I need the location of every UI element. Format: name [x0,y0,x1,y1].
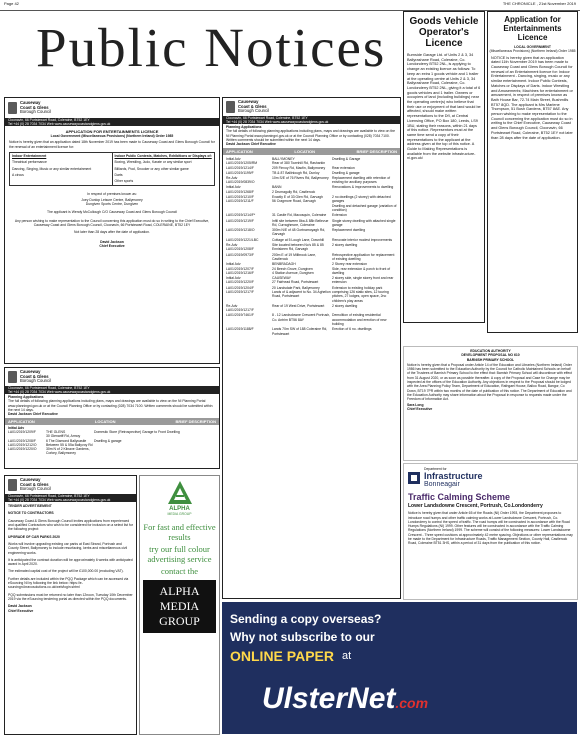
goods-title: Goods Vehicle Operator's Licence [409,16,479,49]
council-name-2d: Coast & Glens [238,103,267,109]
sports-item-4: Other sports [114,179,134,184]
objection-text: Any person wishing to make representation to the Council concerning this application must do so in writing to the Chief Executive, Causeway Coast and Glens Borough Council, Cloonavin, 66 Portstewart Road, COLERAINE, BT52 1EY [14,218,210,228]
row-loc: BANN 2 Drumagully Rd, Castlerock [272,185,316,194]
col-location: LOCATION [294,148,315,154]
alpha-brand: ALPHA [169,506,190,512]
row-desc: Dwelling & garage [94,438,122,443]
edu-body: Notice is hereby given that a Proposal under Article 14 of the Education and Libraries (Northern Ireland) Order 1986 has been submitted to the Education Authority by the Council for Catholic Maintained Schools on behalf of the Trustees of Barnish Primary School to the effect that: Barnish Primary School will discontinue with effect from 31 August 2020, or as soon as possible thereafter. A copy of the Proposal and Case for Change may be inspected at the offices of the Education Authority. Any objections in respect to the Proposal should be lodged with the Area Planning Policy Team, Department of Education, Rathgael House, Balloo Road, Bangor, Co Down, BT19 7PR within two months of the date of publication of this notice. The Department of Education and the Education Authority may share information about the Proposal in response to requests made under the Freedom of Information Act. [407,362,572,402]
table-row [226,238,397,242]
applicant: The applicant is Wendy McCullough C/O Causeway Coast and Glens Borough Council [47,210,177,215]
row-loc: Site located between No's 85 & 85 Enniskeen Rd, Garvagh [272,243,324,252]
alpha-box-3: GROUP [159,614,200,628]
dfi-logo [404,464,577,492]
alpha-black-box [143,580,216,633]
row-desc: 2 storey dwelling [332,303,358,308]
planning-small-cols [5,418,219,425]
premises-2: Dungiven Sports Centre, Dungiven [85,202,139,207]
row-app: Initial Adv LA01/2019/1205/RM [226,156,258,165]
ent-r-sub1: LOCAL GOVERNMENT [514,45,551,49]
table-row [226,253,397,262]
ulsternet-brand: UlsterNet [262,682,396,715]
row-app: Initial Adv LA01/2019/1207/F LA01/2019/1216/F [226,262,254,275]
table-row [226,262,397,275]
row-desc: 2 no dwellings (2 storey) with detached garages Dwelling and detached garage (variation of condition) [332,195,397,212]
ent-intro: Notice is hereby given that an application dated 18th November 2019 has been made to Causeway Coast and Glens Borough Council for the renewal of an entertainment licence for: [9,140,215,149]
ent-r-title: Application for Entertainments Licence [503,15,562,42]
row-desc: Erection of 6 no. dwellings [332,327,372,332]
sports-item-1: Boxing, Wrestling, Judo, Karate or any similar sport [114,160,192,165]
ulsternet-logo [262,682,428,716]
page-title: Public Notices [36,17,387,78]
planning-small-body: The full details of following planning applications including plans, maps and drawings are available to view on the NI Planning Portal www.planningni.gov.uk or at the Council Planning Office or by contacting (028) 7034 7100. Written comments should be submitted within the next 14 days. [8,399,213,413]
table-row [226,304,397,313]
sports-item-3: Darts [114,172,123,177]
planning-small-heading: Planning Applications [8,395,44,400]
row-desc: Demolition of existing residential accommodation and erection of new building [332,313,387,327]
signer: David Jackson [100,239,124,244]
dfi-small: Department for [424,467,447,471]
tender-p1: Causeway Coast & Glens Borough Council invites applications from experienced and qualified Contractors who wish to be considered for inclusion on a select list for the following project: [8,518,133,532]
paper-date: THE CHRONICLE , 21st November 2019 [502,1,576,6]
table-row [226,213,397,217]
row-app: Initial Adv LA01/2019/1268/F [226,185,254,194]
council-name-1c: Causeway [20,477,41,482]
education-notice [403,346,578,461]
row-desc: Replacement dwelling with retention of existing for ancillary purposes [332,175,391,185]
row-app: Re-Adv LA01/2019/1217/F [226,303,254,313]
council-address: Cloonavin, 66 Portstewart Road, Coleraine, BT52 1EY [5,118,219,122]
row-desc: 2 Storey rear extension Side, rear extension & porch to front of dwelling [332,262,391,275]
council-name-2: Coast & Glens [20,104,49,110]
ulsternet-suffix: .com [395,695,429,711]
edu-heading-2: DEVELOPMENT PROPOSAL NO 610 [461,353,520,358]
council-shield-icon-4 [226,101,235,113]
row-app: LA01/2019/1218/O [226,228,255,233]
traffic-notice [403,463,578,600]
council-shield-icon-2 [8,371,17,383]
alpha-box-1: ALPHA [159,584,200,598]
council-tel-4: Tel +44 (0) 28 7034 7034 Web www.causewaycoastandglens.gov.uk [223,120,400,124]
council-name-3d: Borough Council [238,108,269,114]
council-address-4: Cloonavin, 66 Portstewart Road, Coleraine, BT52 1EY [223,116,400,120]
ulsternet-ad [222,602,577,734]
tender-sub: NOTICE TO CONTRACTORS [8,511,54,516]
row-desc: Extension to existing holiday park comprising 126 static sites, 12 touring pitches, 27 lodges, open space, 2no children's play areas [332,285,389,303]
table-row [226,327,397,336]
row-app: LA01/2019/1214/F LA01/2019/1199/F [226,166,254,175]
goods-vehicle-notice [403,11,485,323]
ent-heading: APPLICATION FOR ENTERTAINMENTS LICENCE [65,129,159,135]
indoor-heading: Indoor Entertainment [12,154,47,159]
row-loc: CAUSEWAY 27 Fairhead Road, Portstewart [272,276,319,285]
row-desc: Rear extension Dwelling & garage [332,166,360,175]
edu-signer-title: Chief Executive [407,406,433,411]
alpha-logo-icon [140,480,219,506]
indoor-item-3: A circus [12,172,24,177]
ent-licence-notice-right [487,11,578,333]
planning-big-cols [223,148,400,155]
row-loc: Cottage at 5 Lough Lane, Downhill [272,237,325,242]
row-loc: 31 Castle Rd, Macosquin, Coleraine [272,213,327,218]
goods-body: Burnside Garage Ltd. of Units 2 & 3, 34 Ballyrashane Road, Coleraine, Co. Londonderry BT52 2NL, is applying to change an existing licence as follows: To keep an extra 1 goods vehicle and 1 trailer at the operating centre at Units 2 & 3, 34 Ballyrashane Road, Coleraine, Co. Londonderry BT52 2NL, giving it a total of 6 goods vehicles and 1 trailer. Owners or occupiers of land (including buildings) near the operating centre(s) who believe that their use or enjoyment of that land would be affected, should make written representations to the DfI, at Central Licensing Office, PO Box 180, Leeds, LS9 1BU, stating their reasons, within 21 days of this notice. Representors must at the same time send a copy of their representations to the applicant at the address given at the top of this notice. A Guide to Making Representations is available from the website infrastructure-ni.gov.uk/ [407,53,481,161]
table-row [226,166,397,175]
tender-p5: Further details are included within the PQQ Package which can be accessed via eSourcing NI by following the link below: https://e-sourcingni.bravosolutions.co.uk/web/login.shtml [8,576,129,590]
ad-line-3: ONLINE PAPER [230,648,334,664]
row-app: Re-Adv LA01/2019/1208/F [226,243,254,252]
planning-big-body: The full details of following planning applications including plans, maps and drawings are available to view on the NI Planning Portal www.planningni.gov.uk or at the Council Planning Office or by contacting (028) 7034 7100. Written comments should be submitted within the next 14 days. [226,129,396,143]
council-name-1b: Causeway [20,369,41,374]
table-row [226,243,397,252]
planning-big-notice [222,97,401,599]
row-loc: 20 Landsdale Park, Ballymoney Lands of & adjacent to No. 34 Aghelion Road, Portstewart [272,285,331,299]
row-app: LA01/2019/1210/F LA01/2019/1211/F [226,195,254,204]
row-desc: 2 storey side, single storey front and rear extension [332,276,394,285]
council-shield-icon [8,102,17,114]
row-loc: Infill site between 8ba & 88b Bellevue Rd, Curraghmore, Coleraine [272,218,329,227]
dfi-big: Infrastructure [424,471,483,482]
planning-big-heading: Planning Applications [226,125,262,130]
ad-line-4: at [342,650,352,662]
row-desc: Renovate interior modest improvements [332,237,393,242]
row-app: LA01/2019/1214/F* [226,213,256,218]
traffic-sub: Lower Landsdowne Crescent, Portrush, Co.Londonderry [408,503,543,510]
row-loc: 209 Finvoy Rd, Macfin, Ballymoney TB & 87 Ballinlough Rd, Dunloy [272,166,326,175]
row-desc: Renovations & improvements to dwelling [332,185,394,190]
council-tel-2: Tel +44 (0) 28 7034 7034 Web www.causewaycoastandglens.gov.uk [5,390,219,394]
row-app: LA01/2019/0973/F [226,252,254,257]
row-loc: 10m S/E of 76 Rivers Rd, Ballymoney [272,175,329,180]
table-row [226,313,397,326]
ent-r-sub2: (Miscellaneous Provisions) (Northern Ireland) Order 1985 [489,49,576,54]
row-desc: Extension [332,213,347,218]
planning-small-signer: David Jackson Chief Executive [8,412,58,417]
row-app: LA01/2019/1204/F LA01/2019/1217/F [226,285,254,294]
planning-small-notice [4,367,220,469]
ent-r-body: NOTICE is hereby given that an application dated 11th November 2019 has been made to Causeway Coast and Glens Borough Council for renewal of an Entertainment licence for: Indoor Entertainment - Dancing, singing, music or any similar entertainment. Indoor Public Contests, Matches or Displays of Darts. Indoor Wrestling and Amusements; Machines for entertainment or amusement, in respect of premises known as Bath House Bar, 72-74 Main Street, Bushmills BT57 8QD. The applicant is Mrs Marlene Thompson, 51 Bush Gardens, BT57 8AE. Any person wishing to make representation to the Council concerning the application must do so in writing to the Chief Executive, Causeway Coast and Glens Borough Council, Cloonavin, 66 Portstewart Road, Coleraine, BT52 1EY not later than 28 days after the date of application. [491,55,573,140]
table-row [226,228,397,237]
deadline: Not later than 28 days after the date of application. [74,230,150,235]
table-row [226,185,397,194]
dfi-irish: Bonneagair [424,481,460,489]
dfi-crest-icon [408,472,420,484]
traffic-body: Notice is hereby given that under Article 65 of the Roads (NI) Order 1993, the Department proposes to introduce road humps and other traffic calming works at Lower Landsdowne Crescent, Portrush, Co. Londonderry to control the speed of traffic. The road humps will be constructed in accordance with the Road Humps Regulations (NI) 1999. Other features will be constructed in accordance with the Traffic Calming Regulations (Northern Ireland) 1999. The scheme will consist of the following measures: Lower Landsdowne Crescent - Three speed cushions at approximately 42 metre spacing. Objections or other representations may be made to the Department for Infrastructure Roads, Traffic Management Section, County Hall, Castlerock Road, Coleraine BT51 3HS, within a period of 31 days from the publication of this notice. [408,511,573,546]
council-shield-icon-3 [8,479,17,491]
tender-project: UPGRADE OF CAR PARKS 2020 [8,534,60,539]
row-desc: Single storey dwelling with attached single garage [332,218,396,227]
row-desc: Retrospective application for replacement of existing dwelling [332,252,395,261]
ad-line-2: Why not subscribe to our [230,630,375,644]
row-loc: BENBRADAGH 24 Beech Grove, Dungiven 4 Station Avenue, Dungiven [272,262,314,275]
sports-heading: Indoor Public Contests, Matches, Exhibitions or Displays of: [114,154,212,159]
council-tel: Tel +44 (0) 28 7034 7034 Web www.causewaycoastandglens.gov.uk [5,122,219,126]
premises-1: Joey Dunlop Leisure Centre, Ballymoney [81,197,143,202]
ent-licence-notice [4,97,220,364]
table-row [226,219,397,228]
row-app: LA01/2019/1209/F [8,429,36,434]
page-number: Page 42 [4,1,19,6]
alpha-tag3: contact the [160,566,199,576]
col-application: APPLICATION [226,148,253,154]
table-row [8,439,216,456]
alpha-media-ad [139,475,220,735]
tender-notice [4,475,137,735]
alpha-brand-sub: MEDIA GROUP [167,512,192,516]
council-logo [5,98,219,118]
council-name-3: Borough Council [20,109,51,115]
traffic-heading: Traffic Calming Scheme [408,492,511,503]
council-address-3: Cloonavin, 66 Portstewart Road, Coleraine, BT52 1EY [5,494,136,498]
alpha-tag2: try our full colour advertising service [147,544,212,564]
row-app: Re-Adv LA01/2019/0839/O [226,175,255,185]
row-desc: Replacement dwelling [332,228,366,233]
row-desc: Dwelling & Garage [332,156,361,161]
row-app: LA01/2019/1208/F LA01/2019/1212/O LA01/2019/1220/O [8,438,37,452]
row-loc: 300m N/E of 48 Gortnamoyagh Rd, Garvagh [272,228,326,237]
tender-signer: David Jackson [8,604,32,609]
ent-subheading: Local Government (Miscellaneous Provisions) (Northern Ireland) Order 1985 [50,134,174,139]
col-description: BRIEF DESCRIPTION [175,418,216,424]
council-logo-4 [223,98,400,116]
row-loc: THE GLENS 30 Glenariff Rd, Armoy [46,429,81,439]
row-loc: Exactly E of 33 Glen Rd, Garvagh 56 Cragmore Road, Garvagh [272,195,323,204]
council-name-1: Causeway [20,100,41,105]
council-logo-2 [5,368,219,386]
council-logo-3 [5,476,136,494]
premises-intro: In respect of premises known as: [87,191,137,196]
council-name-3c: Borough Council [20,486,51,492]
sports-item-2: Billiards, Pool, Snooker or any other similar game [114,166,189,171]
row-loc: Rear of 19 West Drive, Portstewart [272,303,325,308]
alpha-tag1: For fast and effective results [143,522,216,542]
tender-p6: PQQ submissions must be returned no later than 12noon, Tuesday 10th December 2019 via the eSourcing tendering portal as directed within the PQQ documents. [8,592,133,601]
indoor-item-2: Dancing, Singing, Music or any similar entertainment [12,166,92,171]
signer-title: Chief Executive [99,243,125,248]
council-tel-3: Tel +44 (0) 28 7034 7034 Web www.causewaycoastandglens.gov.uk [5,498,136,502]
council-name-3b: Borough Council [20,378,51,384]
col-application: APPLICATION [8,418,35,424]
council-name-2c: Coast & Glens [20,481,49,487]
row-loc: BALLYMONEY Rear of 380 Townhill Rd, Rasharkin [272,156,326,165]
row-app: Initial Adv LA01/2019/1220/F [226,276,254,285]
tender-p2: Works will involve upgrading existing car parks at East Strand, Portrush and County Street, Ballymoney to include resurfacing, kerbs and miscellaneous civil engineering works. [8,541,128,555]
planning-big-signer: David Jackson Chief Executive [226,142,276,147]
row-app: LA01/2019/1219/F [226,218,254,223]
ad-line-1: Sending a copy overseas? [230,612,382,626]
table-row [226,195,397,212]
group-label: Initial Adv [8,425,25,430]
table-row [226,286,397,303]
tender-p3: It is anticipated the contract duration will be approximately 6 weeks with anticipated award in April 2020. [8,557,133,567]
edu-heading-3: BARNISH PRIMARY SCHOOL [466,357,515,362]
row-app: LA01/2019/7461/F [226,313,254,318]
council-name-2b: Coast & Glens [20,373,49,379]
indoor-item-1: Theatrical performance [12,160,47,165]
table-row [226,157,397,166]
row-app: LA01/2019/1221/LBC [226,237,259,242]
tender-p4: The estimated capital cost of the project will be £100,000.00 (excluding VAT). [8,569,124,574]
col-description: BRIEF DESCRIPTION [356,148,397,154]
table-row [226,276,397,285]
row-desc: Domestic Store (Retrospective) Garage to Front Dwelling [94,429,180,434]
row-loc: 6 The Diamond Ballycastle Between 55 & 55a Ballyvoy Rd 30m N of 2 Kilnave Gardens, Corkey, Ballymoney [46,438,93,456]
tender-heading: TENDER ADVERTISEMENT [8,504,52,509]
row-loc: Lands 70m SW of 188 Coleraine Rd, Portstewart [272,327,328,336]
alpha-box-2: MEDIA [159,599,200,613]
row-desc: 2 storey dwelling [332,243,358,248]
col-location: LOCATION [94,418,116,424]
table-row [8,430,216,439]
table-row [226,176,397,185]
council-name-1d: Causeway [238,99,259,104]
row-app: LA01/2019/1188/F [226,327,254,332]
edu-signer: Sara Long [407,402,424,407]
row-loc: 8 - 12 Landsdowne Crescent Portrush, Co. Antrim BT56 8AY [272,313,331,322]
council-address-2: Cloonavin, 66 Portstewart Road, Coleraine, BT52 1EY [5,386,219,390]
tender-signer-title: Chief Executive [8,608,34,613]
row-loc: 200m E of 19 Millbrook Lane, Castlerock [272,252,317,261]
edu-heading-1: EDUCATION AUTHORITY [470,349,511,353]
